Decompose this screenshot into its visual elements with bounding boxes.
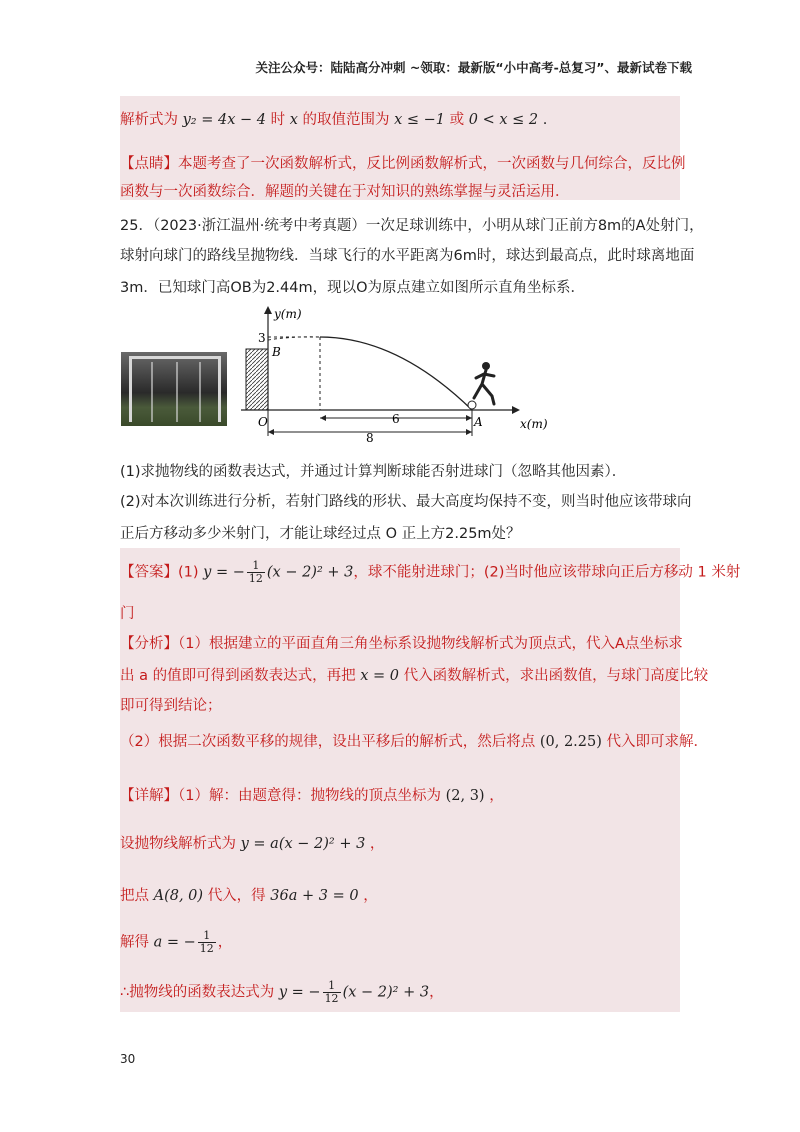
analysis-line-3: 即可得到结论； [120,698,222,714]
x-axis-label: x(m) [520,417,548,431]
question-line-2: 球射向球门的路线呈抛物线．当球飞行的水平距离为6m时，球达到最高点，此时球离地面 [120,248,695,264]
ball [468,401,476,409]
question-line-1: 25．（2023·浙江温州·统考中考真题）一次足球训练中，小明从球门正前方8m的A处射门， [120,218,704,234]
question-line-3: 3m．已知球门高OB为2.44m，现以O为原点建立如图所示直角坐标系． [120,280,586,296]
label-A: A [474,415,483,429]
header-note: 关注公众号：陆陆高分冲刺 ~领取：最新版“小中高考-总复习”、最新试卷下载 [255,60,692,75]
subquestion-1: (1)求抛物线的函数表达式，并通过计算判断球能否射进球门（忽略其他因素）． [120,464,627,480]
parabola-diagram [236,304,548,445]
answer-line-1: 【答案】(1) y = − $\frac{1}{12}$ (x − 2)² + 3，球不能射进球门；(2)当时他应该带球向正后方移动 1 米射 [120,559,741,585]
label-6: 6 [392,412,400,426]
dianjing-line-2: 函数与一次函数综合．解题的关键在于对知识的熟练掌握与灵活运用． [120,184,570,200]
detail-line-3: 把点 A(8, 0) 代入，得 36a + 3 = 0 ， [120,888,378,904]
label-O: O [258,415,268,429]
analysis-line-2: 出 a 的值即可得到函数表达式，再把 x = 0 代入函数解析式，求出函数值，与球门高度比较 [120,668,709,684]
subquestion-2-line-2: 正后方移动多少米射门，才能让球经过点 O 正上方2.25m处？ [120,526,521,542]
dianjing-line-1: 【点睛】本题考查了一次函数解析式，反比例函数解析式，一次函数与几何综合，反比例 [120,156,686,172]
answer-line-2: 门 [120,606,135,622]
detail-line-1: 【详解】（1）解：由题意得：抛物线的顶点坐标为 (2, 3) ， [120,788,504,804]
analysis-line-4: （2）根据二次函数平移的规律，设出平移后的解析式，然后将点 (0, 2.25) 代入即可求解． [120,734,708,750]
label-B: B [272,345,281,359]
prev-answer-line: 解析式为 y₂ = 4x − 4 时 x 的取值范围为 x ≤ −1 或 0 < x ≤ 2 . [120,112,548,128]
goal-photo [121,352,227,426]
analysis-line-1: 【分析】（1）根据建立的平面直角三角坐标系设抛物线解析式为顶点式，代入A点坐标求 [120,636,683,652]
label-8: 8 [366,431,374,445]
detail-line-5: ∴抛物线的函数表达式为 y = − $\frac{1}{12}$ (x − 2)² + 3， [120,979,444,1005]
detail-line-4: 解得 a = − $\frac{1}{12}$ ， [120,929,233,955]
goal-post [246,349,268,410]
subquestion-2-line-1: (2)对本次训练进行分析，若射门路线的形状、最大高度均保持不变，则当时他应该带球向 [120,494,692,510]
y-axis-label: y(m) [274,307,302,321]
label-3: 3 [258,331,266,345]
parabola-curve [320,337,472,410]
detail-line-2: 设抛物线解析式为 y = a(x − 2)² + 3 ， [120,836,385,852]
player-icon [474,362,494,404]
page-number: 30 [120,1052,136,1066]
